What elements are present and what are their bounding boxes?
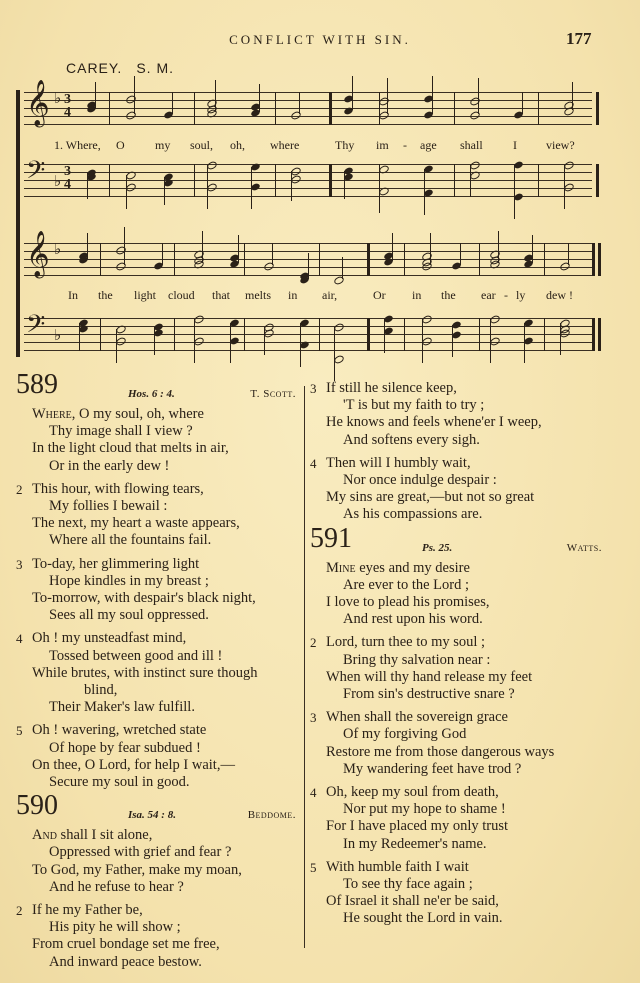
bar-line: [479, 243, 480, 276]
verse-line: 'T is but my faith to try ;: [343, 397, 485, 414]
note-head: [263, 261, 275, 272]
bar-line: [454, 164, 455, 197]
note-head: [125, 94, 137, 105]
treble-clef-icon: 𝄞: [26, 80, 50, 126]
bar-line: [598, 318, 601, 351]
verse-line: In my Redeemer's name.: [343, 835, 487, 852]
stanza: [310, 709, 610, 778]
stanza: [310, 560, 610, 629]
verse-line: Then will I humbly wait,: [326, 454, 471, 471]
bar-line: [109, 164, 110, 197]
bar-line: [367, 318, 370, 351]
verse-line: Of Israel it shall ne'er be said,: [326, 893, 499, 910]
verse-line: Oh ! my unsteadfast mind,: [32, 630, 187, 647]
verse-line: If he my Father be,: [32, 902, 143, 919]
stanza: [16, 481, 304, 550]
stanza: [310, 380, 610, 449]
note-head: [290, 110, 302, 121]
verse-line: blind,: [84, 682, 118, 699]
verse-line: Hope kindles in my breast ;: [49, 572, 209, 589]
bass-staff: [24, 310, 592, 351]
stanza-number: 2: [310, 635, 317, 651]
note-head: [115, 261, 127, 272]
stanza-number: 5: [16, 723, 23, 739]
verse-line: Thy image shall I view ?: [49, 423, 193, 440]
verse-line: Secure my soul in good.: [49, 774, 190, 791]
verse-line: Of hope by fear subdued !: [49, 739, 201, 756]
treble-clef-icon: 𝄞: [26, 231, 50, 277]
verse-line: Sees all my soul oppressed.: [49, 607, 209, 624]
verse-line: To God, my Father, make my moan,: [32, 861, 242, 878]
hymn-number: 589: [16, 369, 58, 400]
flat-icon: ♭: [54, 242, 62, 258]
verse-line: And softens every sigh.: [343, 431, 480, 448]
hymn-number: 590: [16, 790, 58, 822]
hymn-number: 591: [310, 522, 352, 554]
note-head: [469, 96, 481, 107]
flat-icon: ♭: [54, 174, 62, 190]
stanza-number: 4: [310, 785, 317, 801]
scripture-reference: Isa. 54 : 8.: [128, 809, 176, 822]
verse-line: He knows and feels whene'er I weep,: [326, 414, 542, 431]
verse-line: The next, my heart a waste appears,: [32, 515, 240, 532]
bar-line: [174, 318, 175, 351]
verse-line: Oppressed with grief and fear ?: [49, 844, 232, 861]
flat-icon: ♭: [54, 91, 62, 107]
bar-line: [379, 92, 380, 125]
verse-line: Nor once indulge despair :: [343, 472, 497, 489]
left-column: [16, 369, 304, 977]
running-title: CONFLICT WITH SIN.: [229, 32, 411, 47]
bar-line: [538, 92, 539, 125]
bar-line: [544, 243, 545, 276]
verse-line: Tossed between good and ill !: [49, 647, 223, 664]
page-number: 177: [566, 29, 592, 48]
stanza-number: 3: [310, 710, 317, 726]
bar-line: [100, 243, 101, 276]
bass-clef-icon: 𝄢: [26, 310, 46, 345]
bar-line: [194, 164, 195, 197]
verse-line: Lord, turn thee to my soul ;: [326, 634, 486, 651]
note-head: [559, 261, 571, 272]
column-divider: [304, 386, 305, 948]
stanza: [16, 902, 304, 971]
stanza-number: 4: [16, 631, 23, 647]
right-column: [310, 380, 610, 934]
verse-line: For I have placed my only trust: [326, 818, 509, 835]
hymn-header: [16, 369, 304, 406]
bar-line: [596, 92, 599, 125]
bar-line: [598, 243, 601, 276]
hymn-author: T. Scott.: [250, 388, 296, 400]
bar-line: [404, 243, 405, 276]
verse-line: My sins are great,—but not so great: [326, 489, 535, 506]
verse-line: When will thy hand release my feet: [326, 668, 533, 685]
stanza-number: 2: [16, 903, 23, 919]
verse-line: Are ever to the Lord ;: [343, 576, 470, 593]
stanza: [16, 827, 304, 896]
verse-line: Nor put my hope to shame !: [343, 801, 506, 818]
verse-line: And rest upon his word.: [343, 611, 483, 628]
verse-line: To-morrow, with despair's black night,: [32, 590, 256, 607]
scripture-reference: Hos. 6 : 4.: [128, 388, 175, 400]
verse-line: Bring thy salvation near :: [343, 651, 491, 668]
stanza: [310, 784, 610, 853]
stanza: [16, 630, 304, 716]
bar-line: [479, 318, 480, 351]
bar-line: [329, 92, 332, 125]
verse-line: As his compassions are.: [343, 506, 483, 523]
bar-line: [174, 243, 175, 276]
stanza: [310, 634, 610, 703]
flat-icon: ♭: [54, 328, 62, 344]
verse-line: To see thy face again ;: [343, 876, 473, 893]
stanza: [16, 406, 304, 475]
stanza: [310, 859, 610, 928]
bar-line: [596, 164, 599, 197]
bar-line: [275, 92, 276, 125]
bar-line: [275, 164, 276, 197]
verse-line: If still he silence keep,: [326, 380, 457, 396]
verse-line: Oh, keep my soul from death,: [326, 784, 499, 801]
verse-line: My wandering feet have trod ?: [343, 760, 522, 777]
bar-line: [404, 318, 405, 351]
hymn-header: [310, 522, 610, 560]
music-system-line-2: 𝄞 ♭ In the light cloud that melts in air, Or in the ear - ly dew ! 𝄢 ♭: [16, 243, 592, 355]
bar-line: [319, 243, 320, 276]
verse-line: My follies I bewail :: [49, 498, 168, 515]
verse-line: I love to plead his promises,: [326, 594, 490, 611]
tune-title: [66, 60, 188, 76]
note-head: [333, 275, 345, 286]
bar-line: [244, 243, 245, 276]
verse-line: Where, O my soul, oh, where: [32, 406, 204, 422]
verse-line: From sin's destructive snare ?: [343, 686, 515, 703]
verse-line: Oh ! wavering, wretched state: [32, 722, 207, 739]
verse-line: Their Maker's law fulfill.: [49, 699, 195, 716]
bar-line: [109, 92, 110, 125]
verse-line: Of my forgiving God: [343, 726, 467, 743]
bar-line: [454, 92, 455, 125]
bar-line: [100, 318, 101, 351]
time-signature: 3 4: [64, 92, 71, 120]
verse-line: When shall the sovereign grace: [326, 709, 508, 726]
verse-line: And inward peace bestow.: [49, 953, 202, 970]
bar-line: [244, 318, 245, 351]
bass-clef-icon: 𝄢: [26, 156, 46, 191]
bass-staff: [24, 156, 592, 197]
music-system-line-1: 𝄞 ♭ 3 4 1. Where, O my soul, oh, where Thy im - age shall I view? 𝄢 ♭ 3 4: [16, 92, 592, 204]
verse-line: His pity he will show ;: [49, 919, 181, 936]
verse-line: From cruel bondage set me free,: [32, 936, 220, 953]
time-signature: 3 4: [64, 164, 71, 192]
verse-line: He sought the Lord in vain.: [343, 910, 503, 927]
stanza: [16, 722, 304, 791]
verse-line: To-day, her glimmering light: [32, 555, 200, 572]
stanza-number: 2: [16, 481, 23, 497]
verse-line: Or in the early dew !: [49, 457, 170, 474]
verse-line: In the light cloud that melts in air,: [32, 440, 229, 457]
tune-name: CAREY.: [66, 60, 123, 76]
verse-line: On thee, O Lord, for help I wait,—: [32, 756, 235, 773]
stanza-number: 3: [310, 381, 317, 396]
stanza-number: 5: [310, 859, 317, 875]
bar-line: [544, 318, 545, 351]
bar-line: [319, 318, 320, 351]
stanza: [310, 455, 610, 524]
tune-meter: S. M.: [136, 60, 174, 76]
stanza-number: 3: [16, 556, 23, 572]
scripture-reference: Ps. 25.: [422, 541, 453, 554]
verse-line: This hour, with flowing tears,: [32, 480, 204, 497]
treble-staff: [24, 231, 592, 277]
note-head: [469, 110, 481, 121]
note-head: [125, 110, 137, 121]
verse-line: And shall I sit alone,: [32, 827, 153, 844]
bar-line: [367, 243, 370, 276]
hymn-author: Watts.: [566, 541, 602, 554]
stanza: [16, 556, 304, 625]
verse-line: Restore me from those dangerous ways: [326, 743, 555, 760]
bar-line: [329, 164, 332, 197]
bar-line: [538, 164, 539, 197]
note-head: [115, 245, 127, 256]
verse-line: And he refuse to hear ?: [49, 878, 184, 895]
stanza-number: 4: [310, 455, 317, 471]
treble-staff: [24, 80, 592, 126]
verse-line: While brutes, with instinct sure though: [32, 664, 258, 681]
verse-line: With humble faith I wait: [326, 858, 469, 875]
bar-line: [194, 92, 195, 125]
hymn-header: [16, 790, 304, 827]
verse-line: Where all the fountains fail.: [49, 532, 212, 549]
hymn-author: Beddome.: [247, 809, 296, 822]
verse-line: Mine eyes and my desire: [326, 559, 470, 576]
